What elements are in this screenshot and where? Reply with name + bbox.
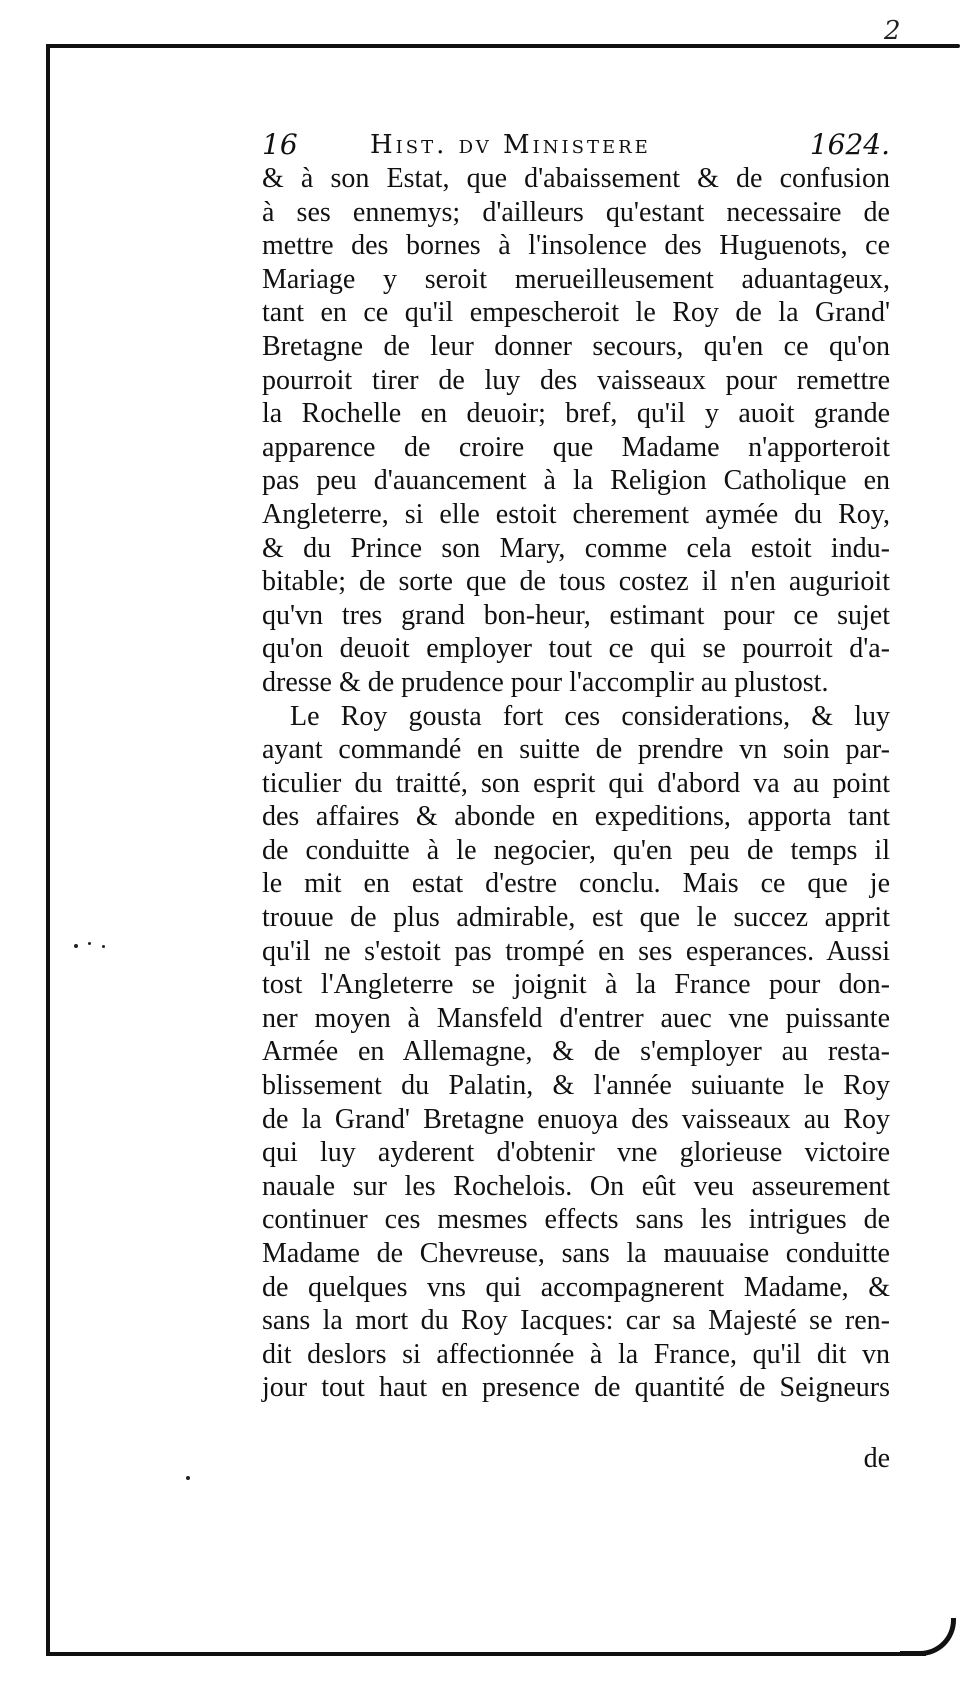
text-line: Bretagne de leur donner secours, qu'en ce qu'on bbox=[262, 330, 890, 362]
text-line: dit deslors si affectionnée à la France, qu'il dit vn bbox=[262, 1338, 890, 1370]
text-line: qu'on deuoit employer tout ce qui se pourroit d'a- bbox=[262, 633, 890, 665]
text-line: ticulier du traitté, son esprit qui d'abord va au point bbox=[262, 767, 890, 799]
text-line: nauale sur les Rochelois. On eût veu asseurement bbox=[262, 1170, 890, 1202]
scan-border-top bbox=[48, 44, 960, 48]
text-line: de la Grand' Bretagne enuoya des vaisseaux au Roy bbox=[262, 1103, 890, 1135]
scan-border-curl bbox=[900, 1618, 956, 1656]
text-line: Mariage y seroit merueilleusement aduantageux, bbox=[262, 263, 890, 295]
text-line: tant en ce qu'il empescheroit le Roy de la Grand' bbox=[262, 297, 890, 329]
running-title: Hist. dv Ministere bbox=[370, 130, 651, 160]
text-line: Armée en Allemagne, & de s'employer au resta- bbox=[262, 1036, 890, 1068]
text-line: jour tout haut en presence de quantité de Seigneurs bbox=[262, 1372, 890, 1404]
text-line: & du Prince son Mary, comme cela estoit indu- bbox=[262, 532, 890, 564]
ink-speck bbox=[102, 945, 105, 948]
ink-speck bbox=[74, 944, 78, 948]
text-line: de quelques vns qui accompagnerent Madame, & bbox=[262, 1271, 890, 1303]
text-line: de conduitte à le negocier, qu'en peu de temps il bbox=[262, 834, 890, 866]
text-line: apparence de croire que Madame n'apporteroit bbox=[262, 431, 890, 463]
scan-border-left bbox=[46, 44, 50, 1656]
text-line: dresse & de prudence pour l'accomplir au plustost. bbox=[262, 666, 829, 698]
text-line: Angleterre, si elle estoit cherement aymée du Roy, bbox=[262, 498, 890, 530]
text-line: qu'il ne s'estoit pas trompé en ses esperances. Aussi bbox=[262, 935, 890, 967]
text-line: la Rochelle en deuoir; bref, qu'il y auoit grande bbox=[262, 398, 890, 430]
text-line: à ses ennemys; d'ailleurs qu'estant necessaire de bbox=[262, 196, 890, 228]
text-line: continuer ces mesmes effects sans les intrigues de bbox=[262, 1204, 890, 1236]
text-line: mettre des bornes à l'insolence des Huguenots, ce bbox=[262, 230, 890, 262]
text-line: pourroit tirer de luy des vaisseaux pour remettre bbox=[262, 364, 890, 396]
text-line: des affaires & abonde en expeditions, apporta tant bbox=[262, 801, 890, 833]
text-line: blissement du Palatin, & l'année suiuante le Roy bbox=[262, 1070, 890, 1102]
running-year: 1624. bbox=[809, 128, 890, 161]
ink-speck bbox=[88, 942, 91, 945]
text-line: le mit en estat d'estre conclu. Mais ce que je bbox=[262, 868, 890, 900]
text-line: pas peu d'auancement à la Religion Catholique en bbox=[262, 465, 890, 497]
text-line: qui luy ayderent d'obtenir vne glorieuse victoire bbox=[262, 1137, 890, 1169]
catchword: de bbox=[863, 1443, 890, 1474]
page-number: 16 bbox=[262, 128, 298, 161]
corner-mark: 2 bbox=[884, 16, 901, 46]
text-line: Le Roy gousta fort ces considerations, & luy bbox=[290, 700, 890, 732]
text-line: bitable; de sorte que de tous costez il n'en augurioit bbox=[262, 566, 890, 598]
text-line: & à son Estat, que d'abaissement & de confusion bbox=[262, 163, 890, 194]
paragraph-2 bbox=[262, 700, 890, 1405]
text-line: ayant commandé en suitte de prendre vn soin par- bbox=[262, 734, 890, 766]
text-line: trouue de plus admirable, est que le succez apprit bbox=[262, 902, 890, 934]
scan-border-bottom bbox=[46, 1652, 926, 1656]
text-line: Madame de Chevreuse, sans la mauuaise conduitte bbox=[262, 1238, 890, 1269]
text-line: sans la mort du Roy Iacques: car sa Majesté se ren- bbox=[262, 1305, 890, 1337]
text-line: ner moyen à Mansfeld d'entrer auec vne puissante bbox=[262, 1002, 890, 1034]
body-text bbox=[262, 162, 890, 1405]
text-line: tost l'Angleterre se joignit à la France pour don- bbox=[262, 969, 890, 1001]
paragraph-1 bbox=[262, 162, 890, 700]
ink-speck bbox=[186, 1476, 190, 1480]
text-line: qu'vn tres grand bon-heur, estimant pour ce sujet bbox=[262, 599, 890, 631]
